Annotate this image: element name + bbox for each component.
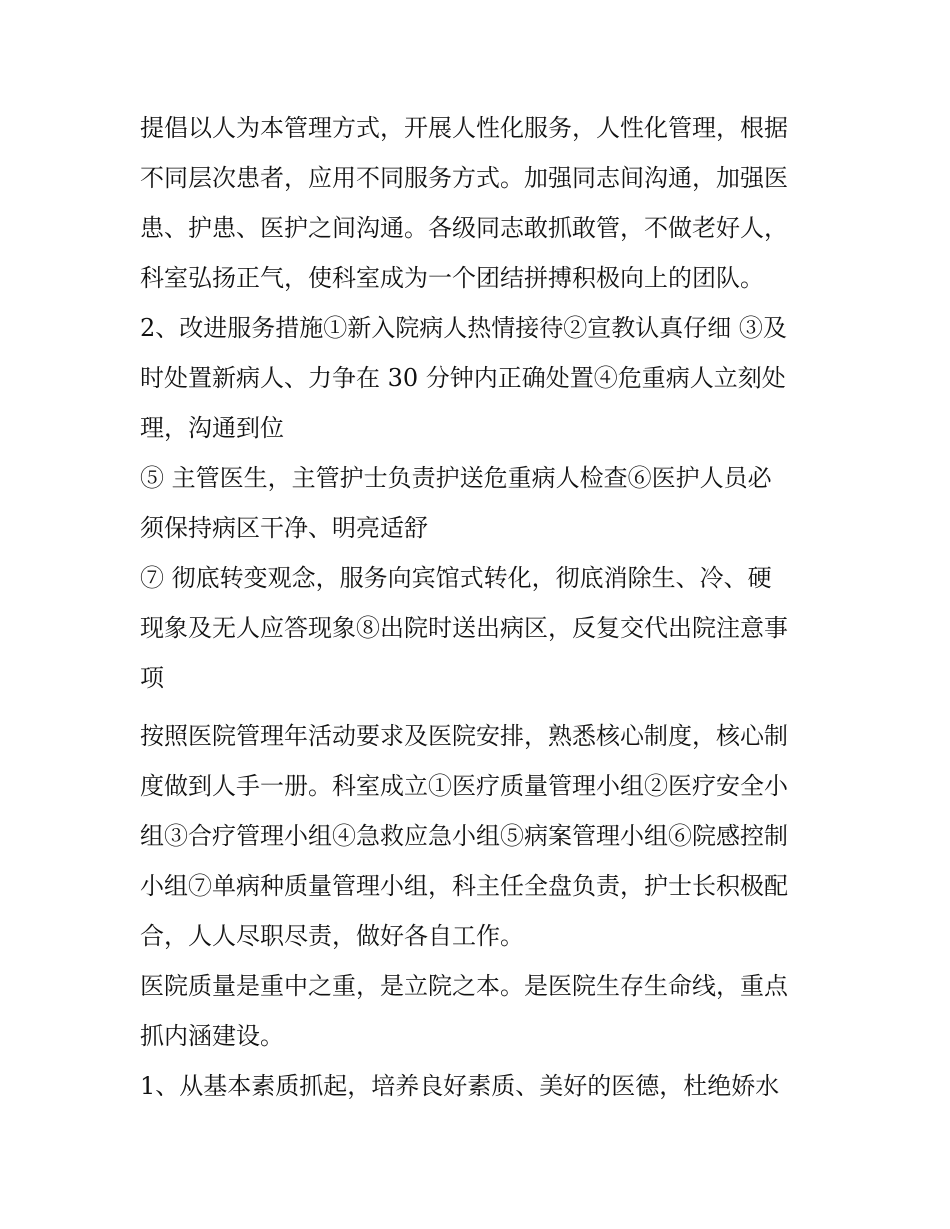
text-line: 合，人人尽职尽责，做好各自工作。 [140,922,524,950]
text-line: 抓内涵建设。 [140,1022,284,1050]
text-line: 医院质量是重中之重，是立院之本。是医院生存生命线，重点 [140,972,788,1000]
text-line: 理，沟通到位 [140,414,284,442]
text-line: 度做到人手一册。科室成立①医疗质量管理小组②医疗安全小 [140,772,788,800]
text-line: 不同层次患者，应用不同服务方式。加强同志间沟通，加强医 [140,164,788,192]
text-line: 现象及无人应答现象⑧出院时送出病区，反复交代出院注意事 [140,614,788,642]
text-line: 须保持病区干净、明亮适舒 [140,514,428,542]
text-line: ⑦ 彻底转变观念，服务向宾馆式转化，彻底消除生、冷、硬 [140,564,772,592]
text-line: 提倡以人为本管理方式，开展人性化服务，人性化管理，根据 [140,114,788,142]
text-line: 时处置新病人、力争在 30 分钟内正确处置④危重病人立刻处 [140,364,786,392]
text-line: 2、改进服务措施①新入院病人热情接待②宣教认真仔细 ③及 [140,314,787,342]
text-line: 组③合疗管理小组④急救应急小组⑤病案管理小组⑥院感控制 [140,822,788,850]
text-line: ⑤ 主管医生，主管护士负责护送危重病人检查⑥医护人员必 [140,464,772,492]
text-line: 1、从基本素质抓起，培养良好素质、美好的医德，杜绝娇水 [140,1072,780,1100]
text-line: 患、护患、医护之间沟通。各级同志敢抓敢管，不做老好人， [140,214,788,242]
text-line: 项 [140,664,164,692]
text-line: 科室弘扬正气，使科室成为一个团结拼搏积极向上的团队。 [140,264,764,292]
text-line: 小组⑦单病种质量管理小组，科主任全盘负责，护士长积极配 [140,872,788,900]
text-line: 按照医院管理年活动要求及医院安排，熟悉核心制度，核心制 [140,722,788,750]
